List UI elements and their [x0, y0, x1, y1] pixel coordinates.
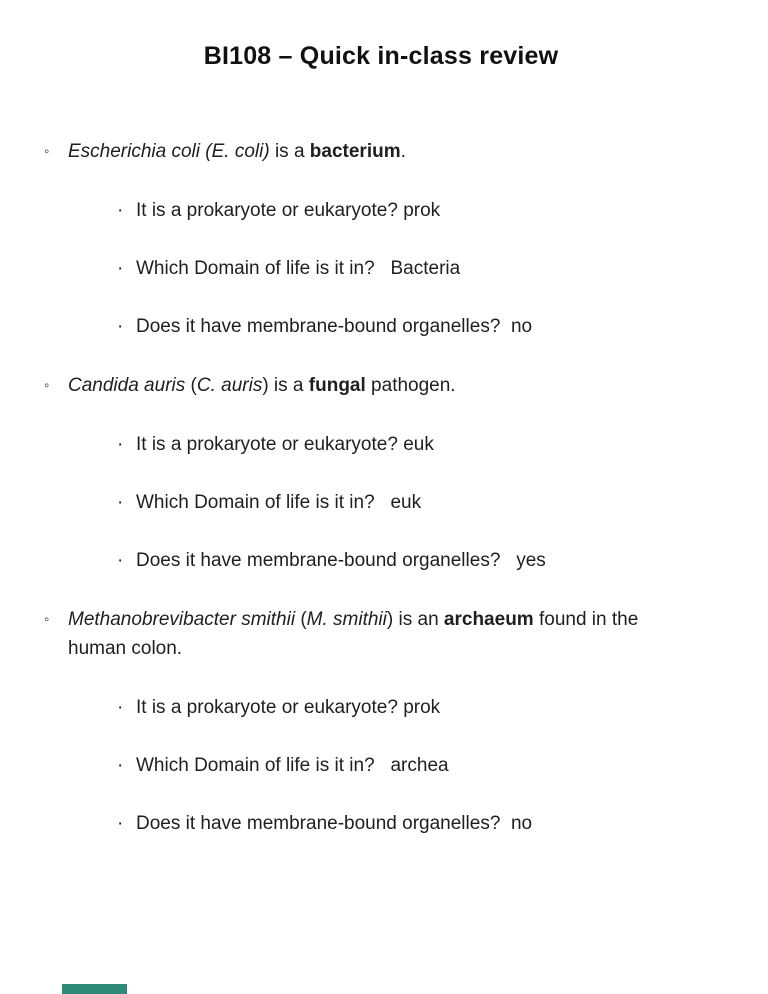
bullet-lead [44, 371, 718, 400]
bullet-group-ecoli [44, 137, 718, 340]
organism-type: archaeum [443, 609, 534, 630]
lead-plain-text: found in the human colon. [68, 609, 644, 659]
sub-bullet [117, 752, 718, 779]
sub-bullet-text: Which Domain of life is it in? archea [136, 755, 449, 776]
dot-bullet-icon: · [117, 813, 124, 834]
sub-bullet [117, 489, 718, 516]
slide-title: BI108 – Quick in-class review [203, 42, 559, 70]
open-circle-bullet-icon: ◦ [44, 377, 50, 394]
dot-bullet-icon: · [117, 492, 124, 513]
dot-bullet-icon: · [117, 258, 124, 279]
sub-bullet-text: It is a prokaryote or eukaryote? prok [136, 697, 441, 718]
lead-plain-text: ) is a [262, 375, 309, 396]
bullet-lead [44, 605, 718, 663]
lead-plain-text: ( [295, 609, 307, 630]
organism-name: Candida auris [68, 375, 186, 396]
organism-abbrev: M. smithii [306, 609, 387, 630]
dot-bullet-icon: · [117, 697, 124, 718]
lead-plain-text: ( [185, 375, 197, 396]
sub-bullet [117, 255, 718, 282]
open-circle-bullet-icon: ◦ [44, 611, 50, 628]
sub-bullet-text: Does it have membrane-bound organelles? yes [136, 550, 546, 571]
open-circle-bullet-icon: ◦ [44, 143, 50, 160]
sub-bullet-text: It is a prokaryote or eukaryote? prok [136, 200, 441, 221]
organism-type: bacterium [309, 141, 401, 162]
sub-bullet-text: It is a prokaryote or eukaryote? euk [136, 434, 434, 455]
dot-bullet-icon: · [117, 755, 124, 776]
sub-bullet-text: Which Domain of life is it in? euk [136, 492, 422, 513]
sub-bullet [117, 431, 718, 458]
organism-name: Escherichia coli (E. coli) [68, 141, 270, 162]
dot-bullet-icon: · [117, 434, 124, 455]
sub-bullet-text: Does it have membrane-bound organelles? no [136, 813, 533, 834]
bullet-lead-text [68, 371, 456, 400]
sub-bullet-text: Does it have membrane-bound organelles? no [136, 316, 533, 337]
organism-type: fungal [308, 375, 366, 396]
organism-abbrev: C. auris [196, 375, 263, 396]
bullet-lead-text [68, 137, 406, 166]
sub-bullet [117, 197, 718, 224]
slide-accent-bar [62, 984, 127, 994]
bullet-group-cauris [44, 371, 718, 574]
dot-bullet-icon: · [117, 200, 124, 221]
lead-plain-text: ) is an [386, 609, 444, 630]
sub-bullet [117, 547, 718, 574]
sub-bullet [117, 810, 718, 837]
bullet-lead [44, 137, 718, 166]
lead-plain-text: is a [269, 141, 310, 162]
lead-plain-text: . [400, 141, 406, 162]
dot-bullet-icon: · [117, 316, 124, 337]
sub-bullet [117, 694, 718, 721]
dot-bullet-icon: · [117, 550, 124, 571]
sub-bullet [117, 313, 718, 340]
organism-name: Methanobrevibacter smithii [68, 609, 296, 630]
sub-bullet-text: Which Domain of life is it in? Bacteria [136, 258, 461, 279]
bullet-group-msmithii [44, 605, 718, 837]
lead-plain-text: pathogen. [365, 375, 456, 396]
bullet-lead-text [68, 605, 700, 663]
